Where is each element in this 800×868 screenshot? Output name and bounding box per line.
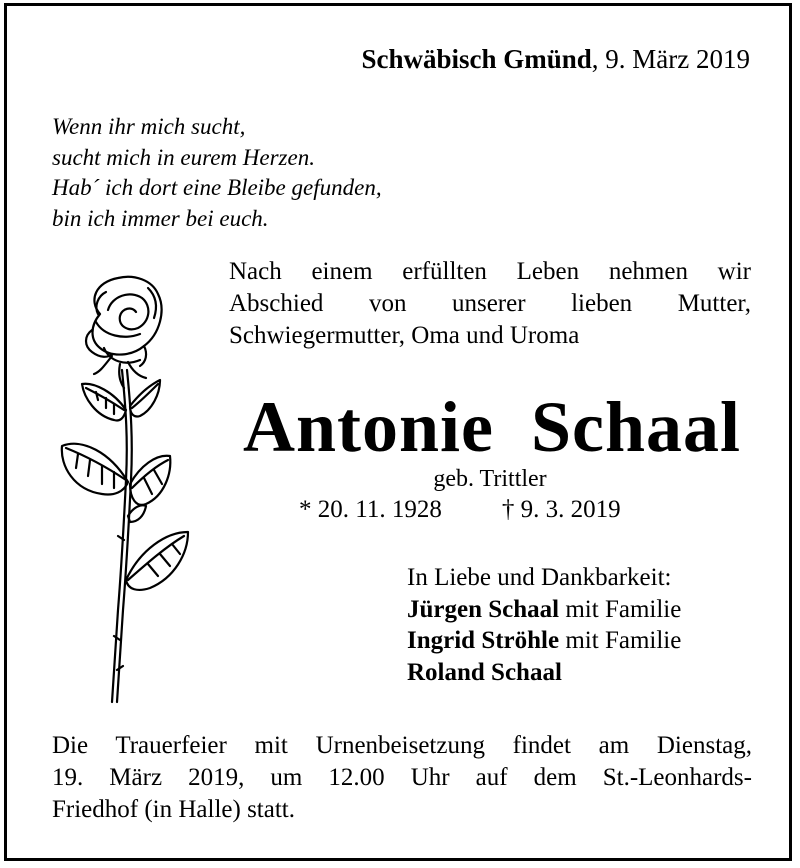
poem-line: bin ich immer bei euch. bbox=[52, 205, 269, 231]
birth-date: * 20. 11. 1928 bbox=[299, 496, 442, 523]
intro-line: Abschied von unserer lieben Mutter, bbox=[229, 290, 751, 317]
mourner-entry bbox=[407, 594, 681, 626]
mourners-block bbox=[407, 562, 681, 688]
mourner-entry bbox=[407, 625, 681, 657]
mourner-name: Roland Schaal bbox=[407, 658, 562, 686]
poem-line: sucht mich in eurem Herzen. bbox=[52, 144, 315, 170]
funeral-line: 19. März 2019, um 12.00 Uhr auf dem St.-Leonhards- bbox=[52, 764, 752, 791]
mourner-name: Ingrid Ströhle bbox=[407, 627, 560, 654]
rose-illustration bbox=[48, 270, 198, 710]
deceased-name: Antonie Schaal bbox=[242, 387, 742, 467]
poem-line: Wenn ihr mich sucht, bbox=[52, 114, 246, 139]
mourner-name: Jürgen Schaal bbox=[407, 595, 560, 623]
notice-date: , 9. März 2019 bbox=[591, 44, 750, 74]
mourner-suffix: mit Familie bbox=[559, 627, 682, 654]
intro-text bbox=[229, 256, 751, 352]
birth-name: geb. Trittler bbox=[433, 466, 547, 492]
funeral-info bbox=[52, 730, 752, 826]
intro-line: Schwiegermutter, Oma und Uroma bbox=[229, 322, 580, 349]
death-date: † 9. 3. 2019 bbox=[501, 496, 621, 523]
mourners-heading: In Liebe und Dankbarkeit: bbox=[407, 564, 672, 591]
funeral-line: Die Trauerfeier mit Urnenbeisetzung findet am Dienstag, bbox=[52, 732, 752, 759]
place-name: Schwäbisch Gmünd bbox=[361, 44, 592, 74]
place-date-line bbox=[361, 44, 750, 75]
intro-line: Nach einem erfüllten Leben nehmen wir bbox=[229, 258, 751, 285]
funeral-line: Friedhof (in Halle) statt. bbox=[52, 796, 295, 823]
poem bbox=[52, 112, 382, 234]
poem-line: Hab´ ich dort eine Bleibe gefunden, bbox=[52, 175, 382, 200]
mourner-suffix: mit Familie bbox=[559, 595, 682, 623]
life-dates bbox=[299, 496, 621, 524]
mourner-entry bbox=[407, 657, 681, 689]
